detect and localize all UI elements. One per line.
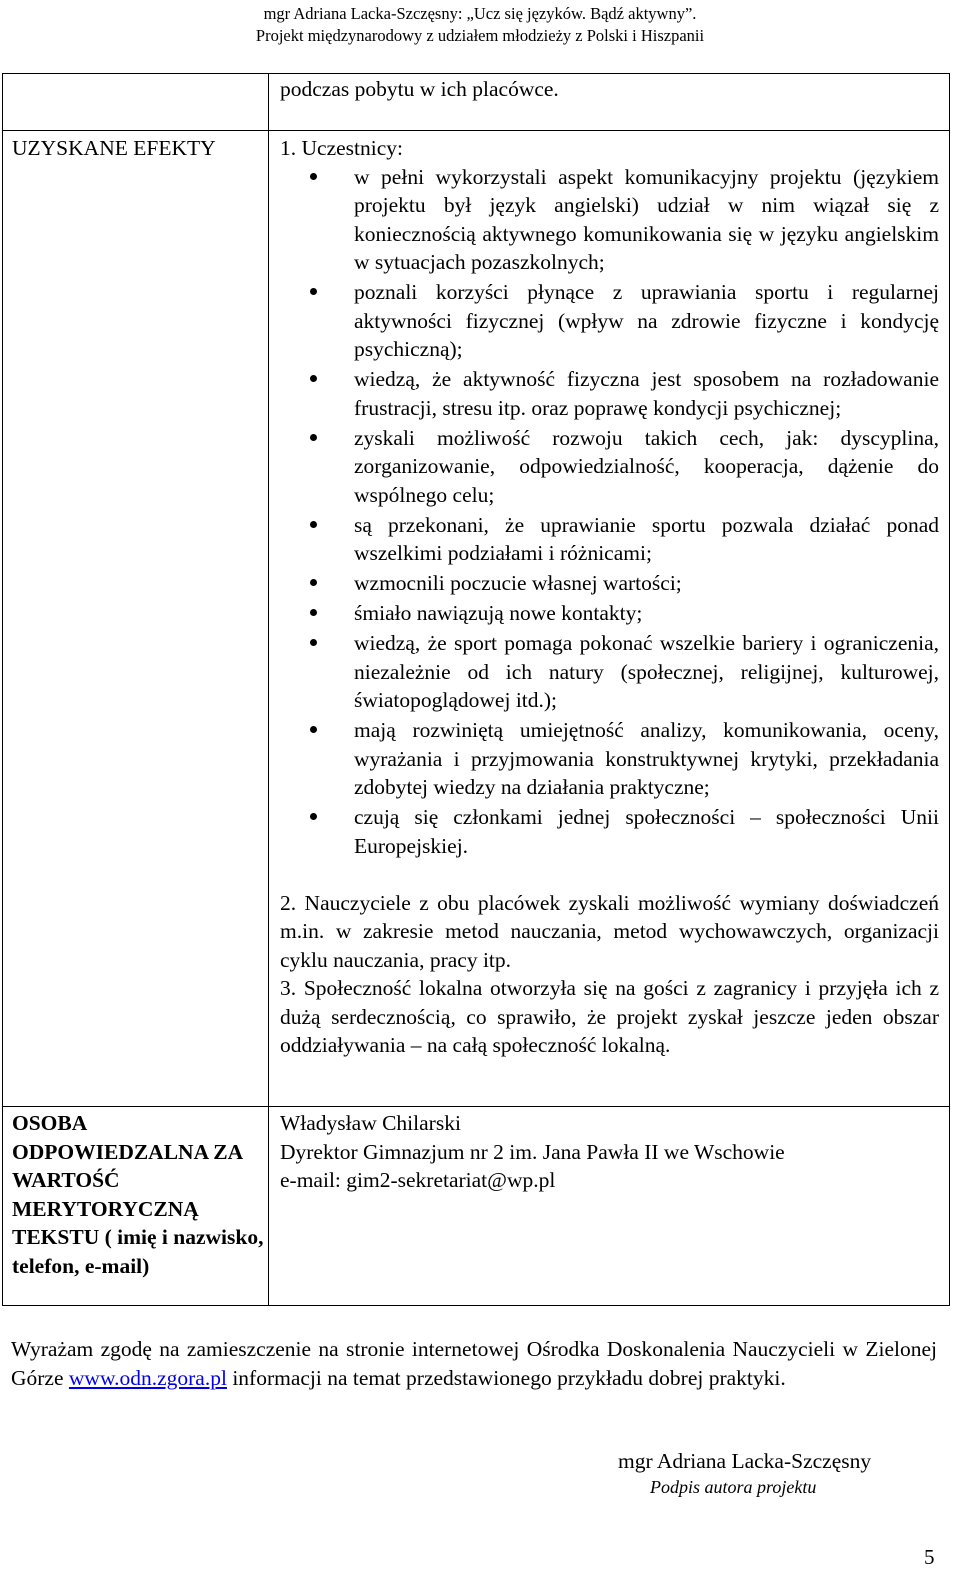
signature-block <box>618 1447 938 1499</box>
participant-effects-list <box>280 163 939 861</box>
table-cell-continued <box>269 74 950 131</box>
responsible-label-cell <box>3 1107 269 1306</box>
teachers-effect: 2. Nauczyciele z obu placówek zyskali możliwość wymiany doświadczeń m.in. w zakresie metod nauczania, metod wychowawczych, organizacji cyklu nauczania, pracy itp. <box>280 890 939 972</box>
bullet-icon <box>310 609 317 616</box>
bullet-icon <box>310 288 317 295</box>
list-item: są przekonani, że uprawianie sportu pozwala działać ponad wszelkimi podziałami i różnicami; <box>280 511 939 568</box>
effects-label-cell <box>3 131 269 1107</box>
consent-paragraph <box>11 1335 937 1392</box>
list-item: czują się członkami jednej społeczności – społeczności Unii Europejskiej. <box>280 803 939 860</box>
list-item: wzmocnili poczucie własnej wartości; <box>280 569 939 598</box>
author-signature-label: Podpis autora projektu <box>650 1477 817 1497</box>
bullet-icon <box>310 173 317 180</box>
bullet-icon <box>310 639 317 646</box>
list-item: zyskali możliwość rozwoju takich cech, jak: dyscyplina, zorganizowanie, odpowiedzialność, kooperacja, dążenie do wspólnego celu; <box>280 424 939 510</box>
list-item: wiedzą, że aktywność fizyczna jest sposobem na rozładowanie frustracji, stresu itp. oraz poprawę kondycji psychicznej; <box>280 365 939 422</box>
participants-heading: 1. Uczestnicy: <box>280 136 403 160</box>
list-item: mają rozwiniętą umiejętność analizy, komunikowania, oceny, wyrażania i przyjmowania konstruktywnej krytyki, przekładania zdobytej wiedzy na działania praktyczne; <box>280 716 939 802</box>
odn-website-link[interactable]: www.odn.zgora.pl <box>68 1365 227 1390</box>
bullet-icon <box>310 726 317 733</box>
consent-text-start: Wyrażam zgodę na zamieszczenie na stronie internetowej Ośrodka Doskonalenia Nauczycieli w Zielonej Górze <box>11 1337 937 1390</box>
list-item: w pełni wykorzystali aspekt komunikacyjny projektu (językiem projektu był język angielski) udział w nim wiązał się z koniecznością aktywnego komunikowania się w języku angielskim w sytuacjach pozaszkolnych; <box>280 163 939 277</box>
bullet-icon <box>310 521 317 528</box>
list-item: poznali korzyści płynące z uprawiania sportu i regularnej aktywności fizycznej (wpływ na zdrowie fizyczne i kondycję psychiczną); <box>280 278 939 364</box>
responsible-content-cell <box>269 1107 950 1306</box>
project-table <box>2 73 950 1306</box>
bullet-icon <box>310 375 317 382</box>
author-name: mgr Adriana Lacka-Szczęsny <box>618 1449 872 1473</box>
list-item: śmiało nawiązują nowe kontakty; <box>280 599 939 628</box>
bullet-icon <box>310 434 317 441</box>
continued-text: podczas pobytu w ich placówce. <box>280 77 559 101</box>
responsible-email: e-mail: gim2-sekretariat@wp.pl <box>280 1168 556 1192</box>
effects-label: UZYSKANE EFEKTY <box>12 136 216 160</box>
list-item: wiedzą, że sport pomaga pokonać wszelkie bariery i ograniczenia, niezależnie od ich natury (społecznej, religijnej, kulturowej, światopoglądowej itd.); <box>280 629 939 715</box>
responsible-name: Władysław Chilarski <box>280 1111 461 1135</box>
bullet-icon <box>310 813 317 820</box>
table-cell-empty <box>3 74 269 131</box>
bullet-icon <box>310 579 317 586</box>
effects-content-cell <box>269 131 950 1107</box>
responsible-label: OSOBA ODPOWIEDZALNA ZA WARTOŚĆ MERYTORYCZNĄ TEKSTU ( imię i nazwisko, telefon, e-mail) <box>12 1111 264 1278</box>
header-line-2: Projekt międzynarodowy z udziałem młodzieży z Polski i Hiszpanii <box>255 26 705 45</box>
header-line-1: mgr Adriana Lacka-Szczęsny: „Ucz się języków. Bądź aktywny”. <box>263 4 697 23</box>
page-number: 5 <box>924 1545 935 1569</box>
consent-text-end: informacji na temat przedstawionego przykładu dobrej praktyki. <box>226 1365 786 1390</box>
responsible-title: Dyrektor Gimnazjum nr 2 im. Jana Pawła II we Wschowie <box>280 1139 785 1164</box>
community-effect: 3. Społeczność lokalna otworzyła się na gości z zagranicy i przyjęła ich z dużą serdecznością, co sprawiło, że projekt zyskał jeszcze jeden obszar oddziaływania – na całą społeczność lokalną. <box>280 976 939 1057</box>
